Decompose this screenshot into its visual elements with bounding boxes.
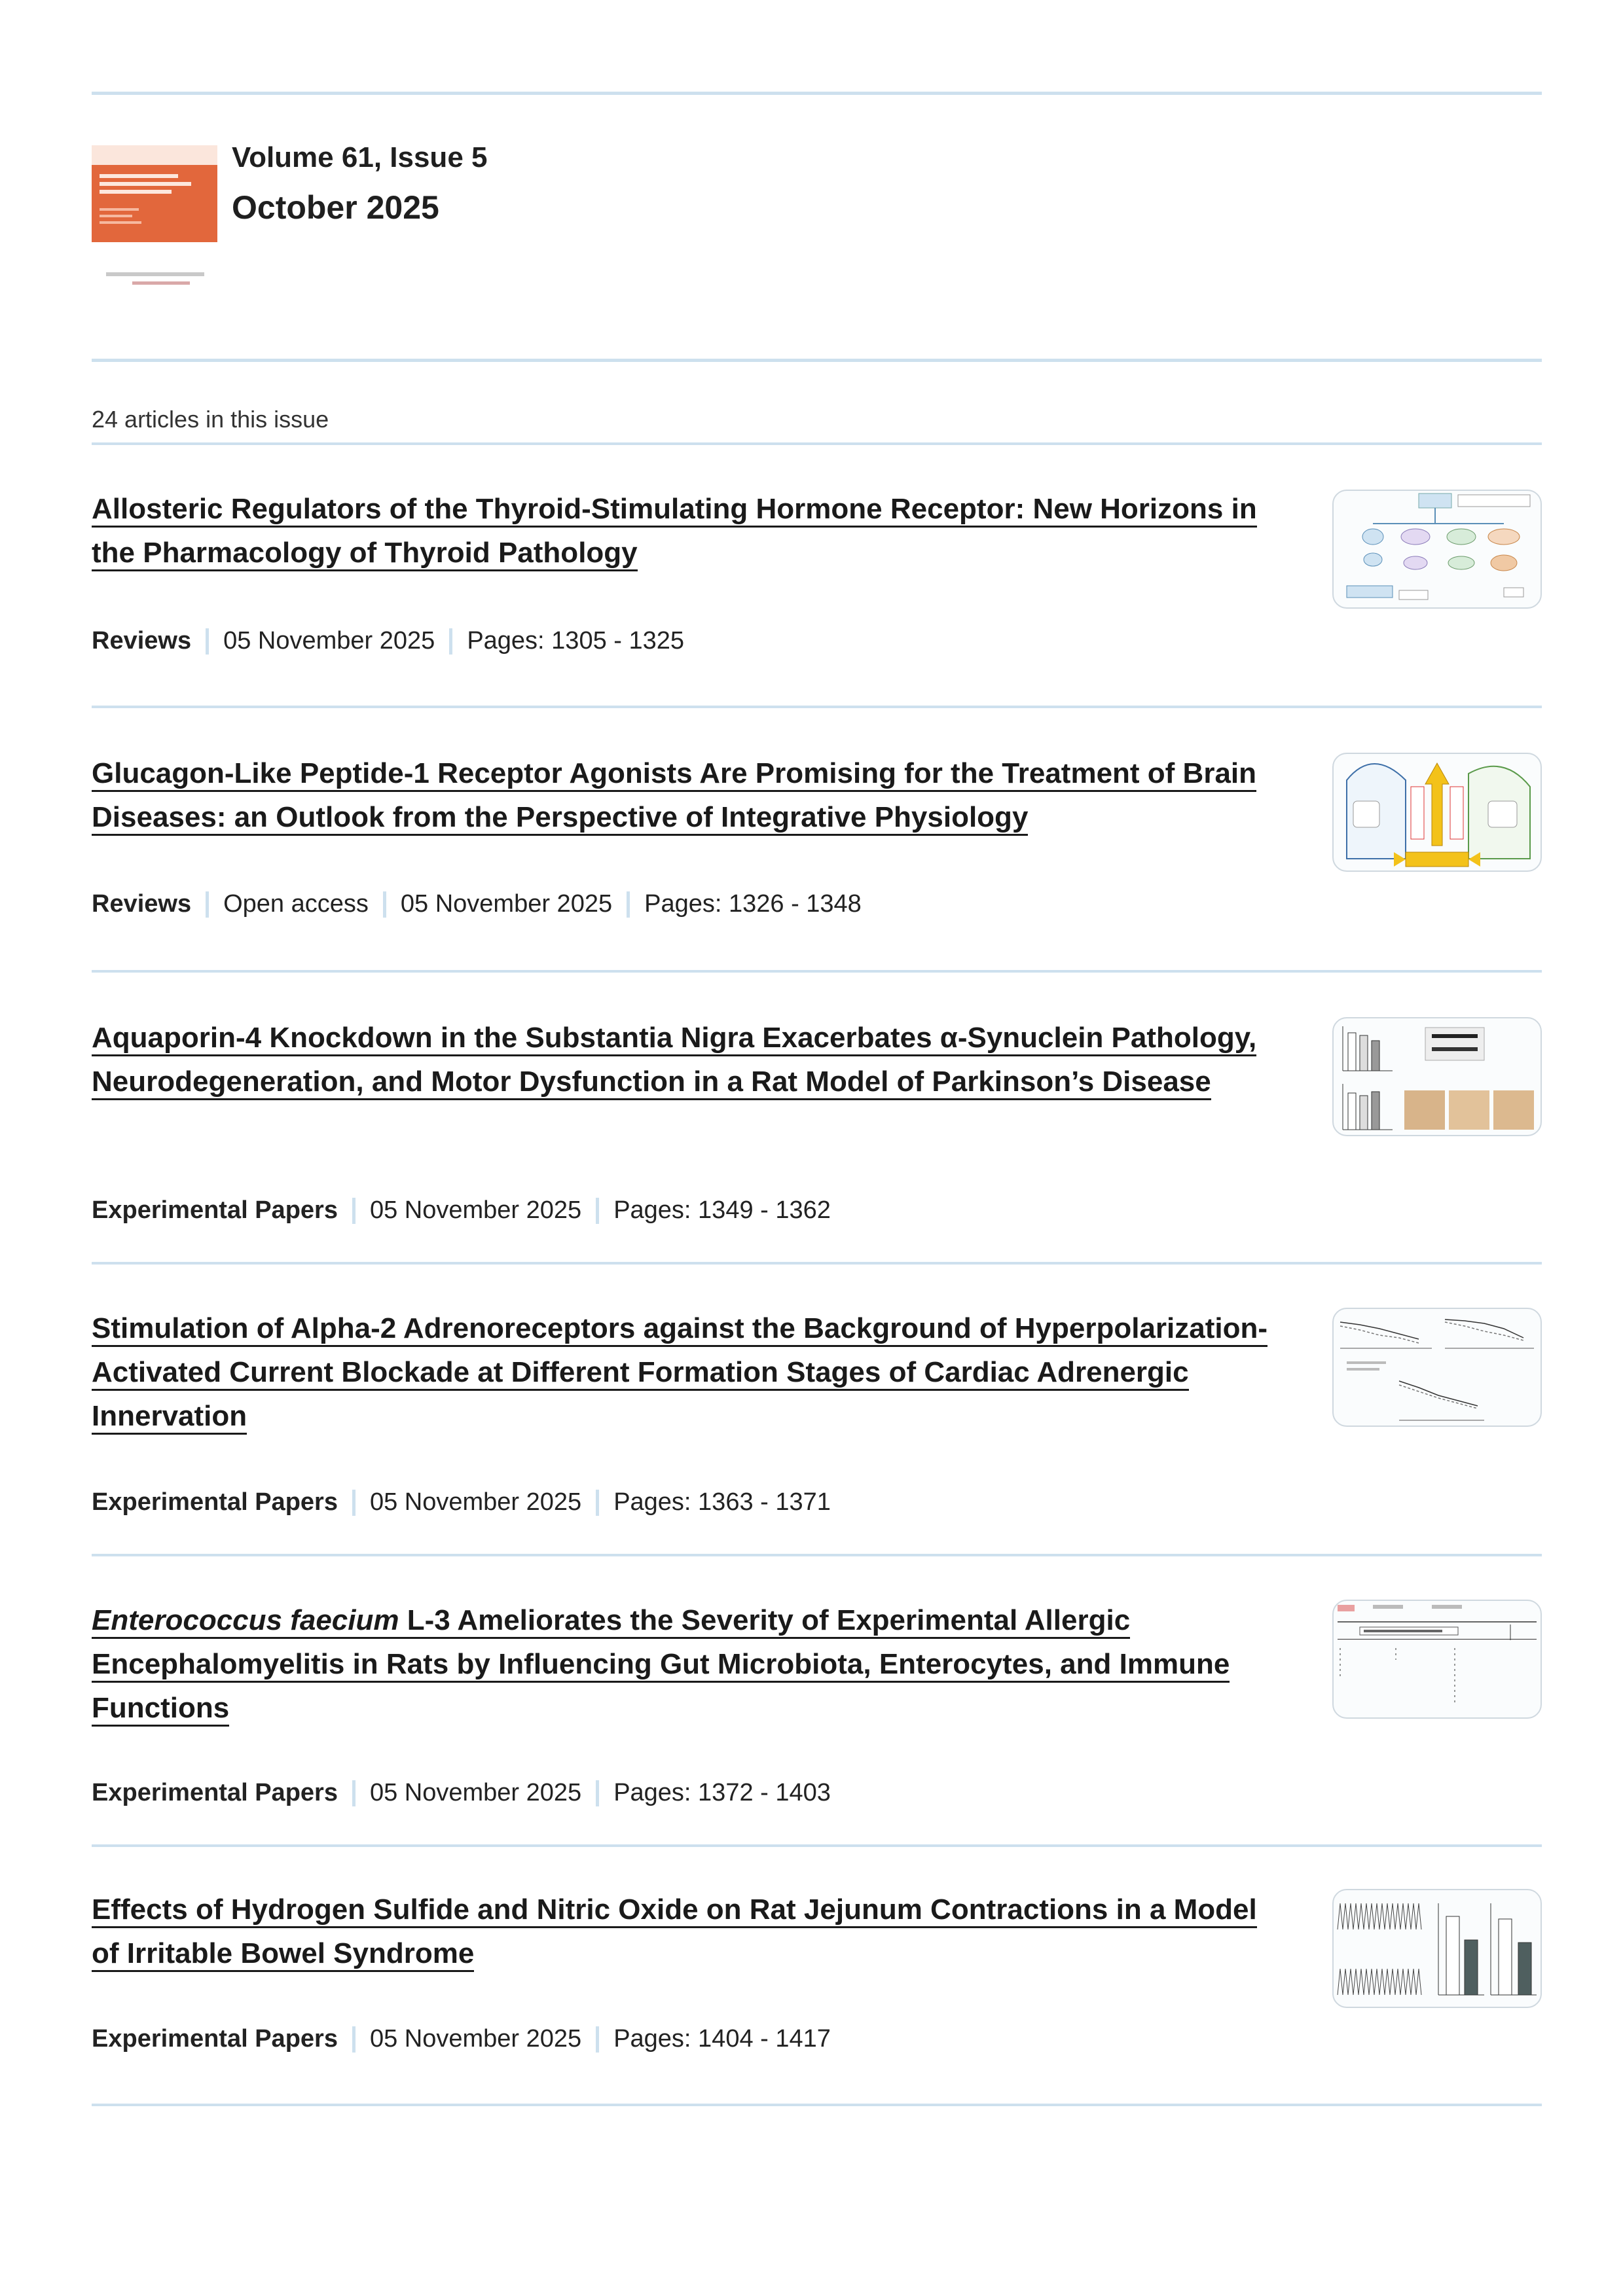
meta-separator	[206, 891, 209, 918]
article-date: 05 November 2025	[400, 890, 613, 918]
article-type: Reviews	[92, 890, 192, 918]
article-meta	[92, 1779, 831, 1807]
article-type: Experimental Papers	[92, 1488, 338, 1516]
bar-chart-blot-icon[interactable]	[1332, 1017, 1542, 1136]
issue-date: October 2025	[232, 189, 439, 226]
cover-art	[92, 145, 217, 242]
article-pages: Pages: 1305 - 1325	[467, 627, 685, 655]
divider	[92, 970, 1542, 973]
meta-separator	[206, 628, 209, 655]
article-date: 05 November 2025	[369, 1779, 582, 1806]
article-date: 05 November 2025	[369, 1196, 582, 1224]
article-pages: Pages: 1372 - 1403	[613, 1779, 831, 1806]
article-meta	[92, 890, 862, 918]
meta-separator	[352, 2026, 356, 2053]
meta-separator	[352, 1780, 356, 1806]
divider	[92, 1262, 1542, 1265]
publisher-logo-secondary	[132, 281, 190, 285]
article-date: 05 November 2025	[369, 2025, 582, 2053]
article-title-link[interactable]: Allosteric Regulators of the Thyroid-Stimulating Hormone Receptor: New Horizons in the Pharmacology of Thyroid Pathology	[92, 487, 1270, 575]
divider	[92, 1844, 1542, 1847]
meta-separator	[596, 1490, 599, 1516]
line-plot-icon[interactable]	[1332, 1308, 1542, 1427]
article-pages: Pages: 1404 - 1417	[613, 2025, 831, 2053]
open-access-label: Open access	[223, 890, 369, 918]
article-type: Reviews	[92, 627, 192, 655]
meta-separator	[449, 628, 452, 655]
meta-separator	[627, 891, 630, 918]
article-title-link[interactable]: Effects of Hydrogen Sulfide and Nitric Oxide on Rat Jejunum Contractions in a Model of Irritable Bowel Syndrome	[92, 1888, 1270, 1975]
organ-diagram-icon[interactable]	[1332, 753, 1542, 872]
article-type: Experimental Papers	[92, 2025, 338, 2053]
article-date: 05 November 2025	[223, 627, 435, 655]
article-type: Experimental Papers	[92, 1779, 338, 1806]
meta-separator	[596, 1198, 599, 1224]
species-name: Enterococcus faecium	[92, 1604, 399, 1636]
issue-volume: Volume 61, Issue 5	[232, 141, 488, 173]
divider	[92, 706, 1542, 708]
meta-separator	[596, 1780, 599, 1806]
signaling-pathway-diagram-icon[interactable]	[1332, 490, 1542, 609]
divider	[92, 1554, 1542, 1556]
article-title-link[interactable]: Enterococcus faecium L-3 Ameliorates the Severity of Experimental Allergic Encephalomyelitis in Rats by Influencing Gut Microbiota, Enterocytes, and Immune Functions	[92, 1598, 1270, 1730]
divider	[92, 92, 1542, 95]
journal-cover-image[interactable]	[92, 143, 217, 306]
article-meta	[92, 1488, 831, 1516]
timeline-scheme-icon[interactable]	[1332, 1600, 1542, 1719]
article-meta	[92, 2025, 831, 2053]
article-pages: Pages: 1363 - 1371	[613, 1488, 831, 1516]
contraction-trace-bar-icon[interactable]	[1332, 1889, 1542, 2008]
article-title-link[interactable]: Stimulation of Alpha-2 Adrenoreceptors against the Background of Hyperpolarization-Activated Current Blockade at Different Formation Stages of Cardiac Adrenergic Innervation	[92, 1306, 1270, 1438]
article-title-link[interactable]: Aquaporin-4 Knockdown in the Substantia Nigra Exacerbates α-Synuclein Pathology, Neurodegeneration, and Motor Dysfunction in a Rat Model of Parkinson’s Disease	[92, 1016, 1270, 1103]
article-meta	[92, 627, 684, 655]
article-meta	[92, 1196, 831, 1225]
publisher-logo	[106, 272, 204, 276]
article-pages: Pages: 1349 - 1362	[613, 1196, 831, 1224]
article-type: Experimental Papers	[92, 1196, 338, 1224]
divider	[92, 2104, 1542, 2106]
meta-separator	[352, 1490, 356, 1516]
divider	[92, 442, 1542, 445]
meta-separator	[352, 1198, 356, 1224]
meta-separator	[596, 2026, 599, 2053]
article-pages: Pages: 1326 - 1348	[644, 890, 862, 918]
article-title-link[interactable]: Glucagon-Like Peptide-1 Receptor Agonists Are Promising for the Treatment of Brain Diseases: an Outlook from the Perspective of Integrative Physiology	[92, 751, 1270, 839]
article-date: 05 November 2025	[369, 1488, 582, 1516]
article-count: 24 articles in this issue	[92, 406, 329, 433]
divider	[92, 359, 1542, 362]
meta-separator	[383, 891, 386, 918]
